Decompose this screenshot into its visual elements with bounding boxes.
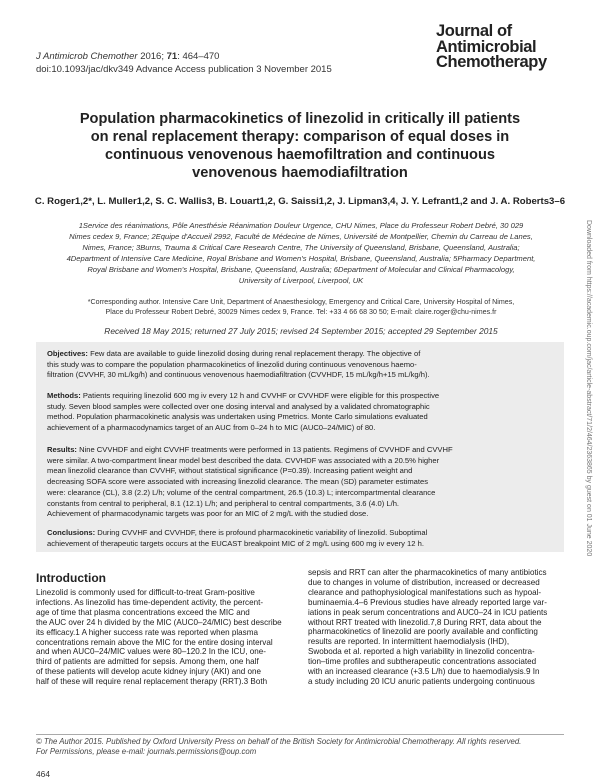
- body-line: Swoboda et al. reported a high variability in linezolid concentra-: [308, 647, 535, 657]
- abstract-line: constants from central to peripheral, 8.1 (12.1) L/h; and peripheral to central compartments, 3.6 (4.0) L/h.: [47, 498, 400, 508]
- journal-logo-line: Chemotherapy: [436, 53, 547, 71]
- body-line: third of patients are admitted for sepsis. Among them, one half: [36, 657, 259, 667]
- affiliation-line: 4Department of Intensive Care Medicine, Royal Brisbane and Women's Hospital, Brisbane, Queensland, Australia; 5Pharmacy Department,: [66, 254, 536, 263]
- affiliation-line: Nimes, France; 3Burns, Trauma & Critical Care Research Centre, The University of Queensland, Brisbane, Queensland, Australia;: [82, 243, 520, 252]
- abstract-line: were: clearance (CL), 3.8 (2.2) L/h; volume of the central compartment, 26.5 (10.3) L; intercompartmental clearance: [47, 487, 436, 497]
- corresponding-author: [36, 297, 566, 317]
- body-line: Linezolid is commonly used for difficult-to-treat Gram-positive: [36, 588, 255, 597]
- copyright-notice: [36, 737, 576, 757]
- abstract-line: Conclusions: During CVVHF and CVVHDF, there is profound pharmacokinetic variability of linezolid. Suboptimal: [47, 528, 428, 537]
- affiliation-line: University of Liverpool, Liverpool, UK: [238, 276, 364, 285]
- body-line: without RRT treated with linezolid.7,8 During RRT, data about the: [308, 617, 542, 627]
- received-dates: Received 18 May 2015; returned 27 July 2015; revised 24 September 2015; accepted 29 September 2015: [104, 326, 498, 336]
- affiliation-line: 1Service des réanimations, Pôle Anesthésie Réanimation Douleur Urgence, CHU Nimes, Place du Professeur Robert Debré, 30 029: [78, 221, 524, 230]
- title-line: on renal replacement therapy: comparison of equal doses in: [90, 129, 510, 145]
- abstract-line: Results: Nine CVVHDF and eight CVVHF treatments were performed in 13 patients. Regimens of CVVHDF and CVVHF: [47, 445, 453, 454]
- affiliation-line: Royal Brisbane and Women's Hospital, Brisbane, Queensland, Australia; 6Department of Molecular and Clinical Pharmacology,: [87, 265, 515, 274]
- abstract-conclusions: [47, 528, 555, 549]
- body-line: results are reported. In intermittent haemodialysis (IHD),: [308, 637, 510, 647]
- body-line: the AUC over 24 h divided by the MIC (AUC0–24/MIC) best describe: [36, 617, 282, 627]
- abstract-line: study. Seven blood samples were collected over one dosing interval and analysed by a validated chromatographic: [47, 401, 430, 411]
- abstract-line: this study was to compare the population pharmacokinetics of linezolid during continuous venovenous haemo-: [47, 359, 417, 369]
- abstract-objectives: [47, 349, 555, 381]
- corresponding-line: Place du Professeur Robert Debré, 30029 Nimes cedex 9, France. Tel: +33 4 66 68 30 50; E-mail: claire.roger@chu-nimes.fr: [105, 308, 497, 316]
- article-title: [50, 110, 550, 182]
- body-line: age of time that plasma concentrations exceed the MIC and: [36, 607, 250, 617]
- affiliation-line: Nimes cedex 9, France; 2Equipe d'Accueil 2992, Faculté de Médecine de Nimes, Université de Montpellier, Chemin du Carreau de Lanes,: [69, 232, 533, 241]
- copyright-line: © The Author 2015. Published by Oxford University Press on behalf of the British Society for Antimicrobial Chemotherapy. All rights reserved.: [36, 737, 522, 746]
- intro-left-column: [36, 588, 298, 687]
- page-number: 464: [36, 769, 50, 779]
- journal-logo: [436, 24, 586, 71]
- intro-right-column: [308, 568, 570, 687]
- body-line: a study including 20 ICU anuric patients undergoing continuous: [308, 676, 535, 686]
- body-line: its efficacy.1 A higher success rate was reported when plasma: [36, 627, 258, 637]
- citation-header: [36, 50, 332, 76]
- author-list: C. Roger1,2*, L. Muller1,2, S. C. Wallis3, B. Louart1,2, G. Saissi1,2, J. Lipman3,4, J. Y. Lefrant1,2 and J. A. Roberts3–6: [34, 196, 566, 207]
- abstract-line: achievement of a pharmacodynamics target of an AUC from 0–24 h to MIC (AUC0–24/MIC) of 80.: [47, 423, 376, 433]
- title-line: Population pharmacokinetics of linezolid in critically ill patients: [79, 111, 521, 127]
- abstract-line: achievement of therapeutic targets occurs at the EUCAST breakpoint MIC of 2 mg/L using 600 mg iv every 12 h.: [47, 538, 424, 548]
- body-line: tion–time profiles and subtherapeutic concentrations associated: [308, 657, 537, 667]
- abstract-line: Methods: Patients requiring linezolid 600 mg iv every 12 h and CVVHF or CVVHDF were eligible for this prospective: [47, 391, 440, 400]
- citation-line: J Antimicrob Chemother 2016; 71: 464–470: [36, 51, 220, 62]
- journal-logo-line: Antimicrobial: [436, 37, 537, 56]
- body-line: due to changes in volume of distribution, increased or decreased: [308, 577, 540, 587]
- footer-divider: [36, 734, 564, 735]
- body-line: sepsis and RRT can alter the pharmacokinetics of many antibiotics: [308, 568, 547, 577]
- abstract-line: mean linezolid clearance than CVVHF, without statistical significance (P=0.39). Increasing patient weight and: [47, 466, 413, 476]
- body-line: with an increased clearance (+3.5 L/h) due to haemodialysis.9 In: [308, 667, 540, 677]
- body-line: and when AUC0–24/MIC values were 80–120.2 In the ICU, one-: [36, 647, 266, 657]
- body-line: infections. As linezolid has time-dependent activity, the percent-: [36, 597, 264, 607]
- affiliations: [36, 220, 566, 286]
- title-line: continuous venovenous haemofiltration and continuous: [105, 147, 495, 163]
- body-line: concentrations remain above the MIC for the entire dosing interval: [36, 637, 273, 647]
- abstract-line: method. Population pharmacokinetic analysis was undertaken using Pmetrics. Monte Carlo simulations evaluated: [47, 412, 428, 422]
- doi-line: doi:10.1093/jac/dkv349 Advance Access publication 3 November 2015: [36, 64, 332, 75]
- abstract-line: Achievement of pharmacodynamic targets was poor for an MIC of 2 mg/L with the studied dose.: [47, 509, 369, 519]
- body-line: pharmacokinetics of linezolid are poorly available and conflicting: [308, 627, 538, 637]
- corresponding-line: *Corresponding author. Intensive Care Unit, Department of Anaesthesiology, Emergency and Critical Care, University Hospital of Nimes,: [87, 298, 515, 306]
- body-line: clearance and pathophysiological manifestations such as hypoal-: [308, 587, 542, 597]
- body-line: of these patients will develop acute kidney injury (AKI) and one: [36, 667, 261, 677]
- abstract-results: [47, 445, 555, 520]
- copyright-line: For Permissions, please e-mail: journals.permissions@oup.com: [36, 747, 257, 756]
- abstract-line: were similar. A two-compartment linear model best described the data. CVVHDF was associated with a 20.5% higher: [47, 455, 440, 465]
- abstract-line: Objectives: Few data are available to guide linezolid dosing during renal replacement therapy. The objective of: [47, 349, 421, 358]
- download-watermark: [580, 220, 598, 557]
- journal-logo-line: Journal of: [436, 22, 512, 40]
- abstract-line: filtration (CVVHF, 30 mL/kg/h) and continuous venovenous haemodiafiltration (CVVHDF, 15 mL/kg/h+15 mL/kg/h).: [47, 370, 430, 380]
- title-line: venovenous haemodiafiltration: [192, 165, 408, 181]
- abstract-methods: [47, 391, 555, 434]
- abstract-line: decreasing SOFA score were associated with increasing linezolid clearance. The mean (SD) parameter estimates: [47, 477, 428, 487]
- introduction-heading: Introduction: [36, 571, 106, 585]
- body-line: buminaemia.4–6 Previous studies have already reported large var-: [308, 597, 547, 607]
- body-line: iations in peak serum concentrations and AUC0–24 in ICU patients: [308, 607, 548, 617]
- download-watermark-text: Downloaded from https://academic.oup.com/jac/article-abstract/71/2/464/2363865 by guest on 01 June 2020: [585, 220, 592, 557]
- body-line: half of these will require renal replacement therapy (RRT).3 Both: [36, 677, 268, 687]
